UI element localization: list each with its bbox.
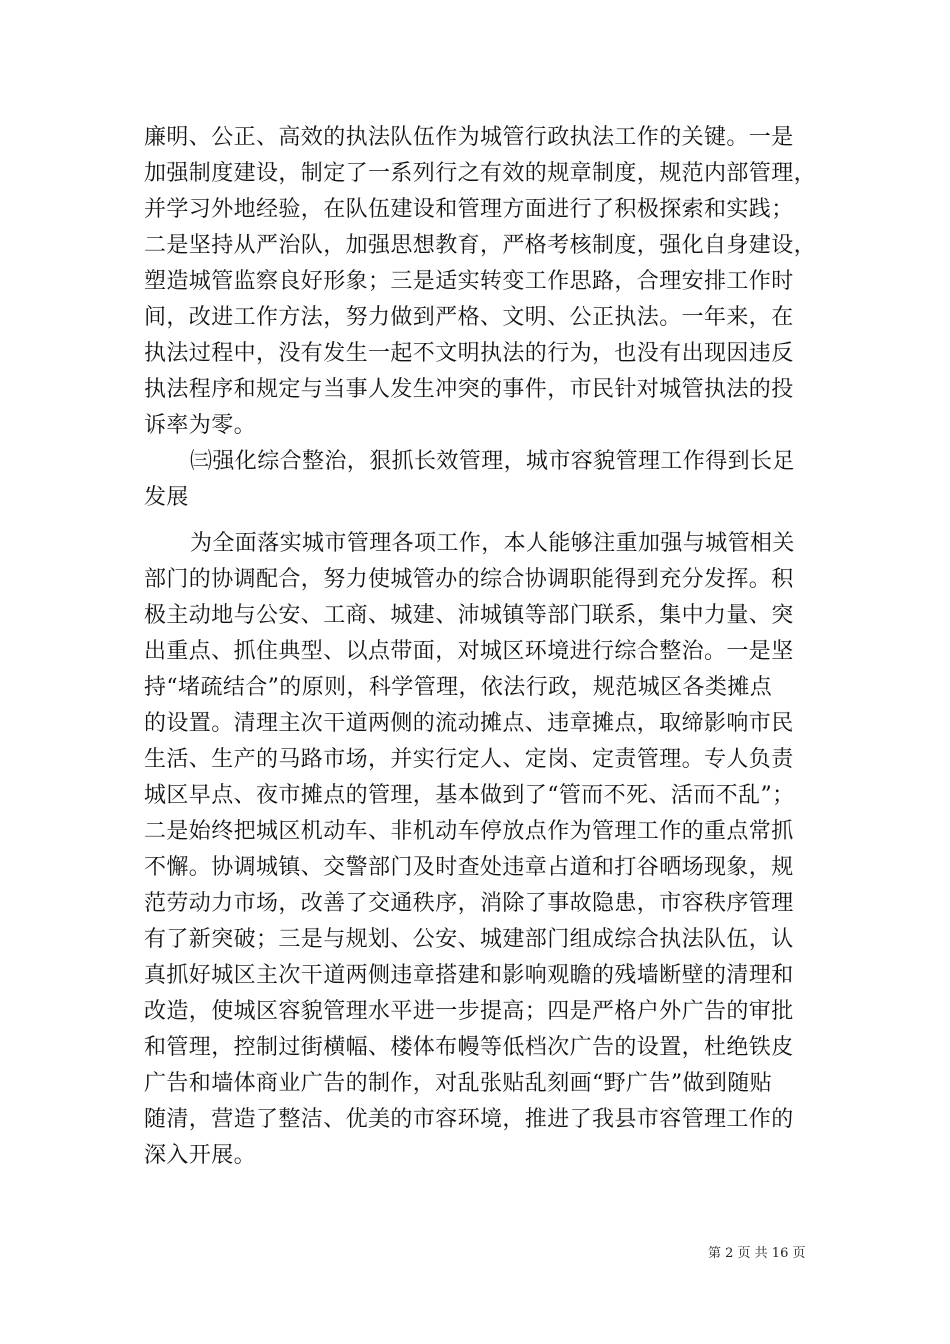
section-heading: 发展 xyxy=(144,485,189,510)
paragraph-line: 部门的协调配合，努力使城管办的综合协调职能得到充分发挥。积 xyxy=(144,567,794,592)
paragraph-line: 出重点、抓住典型、以点带面，对城区环境进行综合整治。一是坚 xyxy=(144,639,794,664)
paragraph-line: 塑造城管监察良好形象；三是适实转变工作思路，合理安排工作时 xyxy=(144,269,794,294)
paragraph-line: 二是坚持从严治队，加强思想教育，严格考核制度，强化自身建设， xyxy=(144,233,817,258)
paragraph-line: 间，改进工作方法，努力做到严格、文明、公正执法。一年来，在 xyxy=(144,305,794,330)
page-number: 第 2 页 共 16 页 xyxy=(708,1246,806,1261)
paragraph-line: 并学习外地经验，在队伍建设和管理方面进行了积极探索和实践； xyxy=(144,197,794,222)
paragraph-line: 的设置。清理主次干道两侧的流动摊点、违章摊点，取缔影响市民 xyxy=(144,711,794,736)
paragraph-line: 有了新突破；三是与规划、公安、城建部门组成综合执法队伍，认 xyxy=(144,927,794,952)
paragraph-line: 生活、生产的马路市场，并实行定人、定岗、定责管理。专人负责 xyxy=(144,747,794,772)
paragraph-line: 真抓好城区主次干道两侧违章搭建和影响观瞻的残墙断壁的清理和 xyxy=(144,963,794,988)
paragraph-line: 为全面落实城市管理各项工作，本人能够注重加强与城管相关 xyxy=(190,531,795,556)
paragraph-line: 不懈。协调城镇、交警部门及时查处违章占道和打谷晒场现象，规 xyxy=(144,855,794,880)
paragraph-line: 随清，营造了整洁、优美的市容环境，推进了我县市容管理工作的 xyxy=(144,1107,794,1132)
paragraph-line: 改造，使城区容貌管理水平进一步提高；四是严格户外广告的审批 xyxy=(144,999,794,1024)
paragraph-line: 和管理，控制过街横幅、楼体布幔等低档次广告的设置，杜绝铁皮 xyxy=(144,1035,794,1060)
paragraph-line: 范劳动力市场，改善了交通秩序，消除了事故隐患，市容秩序管理 xyxy=(144,891,794,916)
paragraph-line: 执法过程中，没有发生一起不文明执法的行为，也没有出现因违反 xyxy=(144,341,794,366)
paragraph-line: 城区早点、夜市摊点的管理，基本做到了“管而不死、活而不乱”； xyxy=(144,783,795,808)
paragraph-line: 极主动地与公安、工商、城建、沛城镇等部门联系，集中力量、突 xyxy=(144,603,794,628)
section-heading: ㈢强化综合整治，狠抓长效管理，城市容貌管理工作得到长足 xyxy=(190,449,795,474)
paragraph-line: 执法程序和规定与当事人发生冲突的事件，市民针对城管执法的投 xyxy=(144,377,794,402)
paragraph-line: 二是始终把城区机动车、非机动车停放点作为管理工作的重点常抓 xyxy=(144,819,794,844)
paragraph-line: 持“堵疏结合”的原则，科学管理，依法行政，规范城区各类摊点 xyxy=(144,675,773,700)
paragraph-line: 廉明、公正、高效的执法队伍作为城管行政执法工作的关键。一是 xyxy=(144,125,794,150)
paragraph-line: 加强制度建设，制定了一系列行之有效的规章制度，规范内部管理， xyxy=(144,161,817,186)
paragraph-line: 深入开展。 xyxy=(144,1143,257,1168)
paragraph-line: 诉率为零。 xyxy=(144,413,257,438)
paragraph-line: 广告和墙体商业广告的制作，对乱张贴乱刻画“野广告”做到随贴 xyxy=(144,1071,773,1096)
